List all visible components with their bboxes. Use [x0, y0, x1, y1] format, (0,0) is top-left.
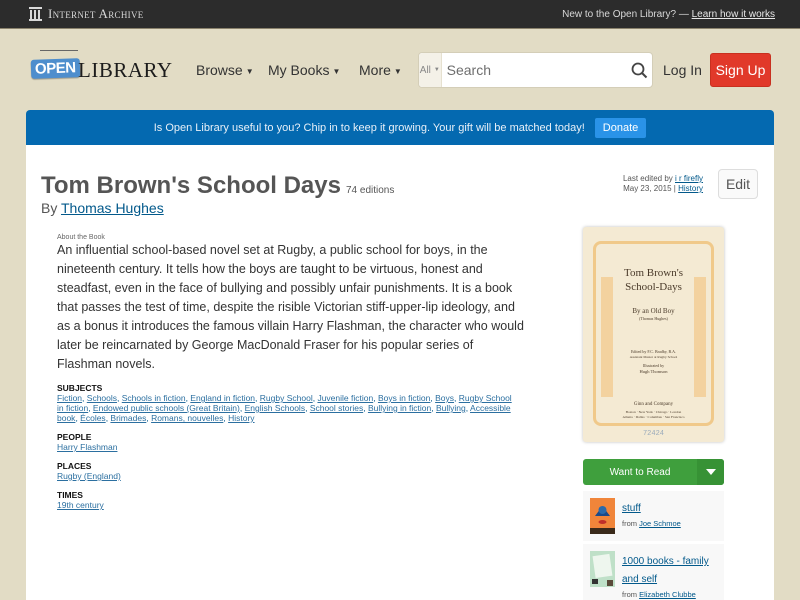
facet-people [57, 432, 517, 452]
facet-times [57, 490, 517, 510]
list-title-link[interactable]: 1000 books - family and self [622, 556, 709, 585]
cover-byline: By an Old Boy [632, 307, 675, 315]
from-label: from [622, 519, 637, 528]
times-heading: TIMES [57, 490, 83, 500]
author-link[interactable]: Thomas Hughes [60, 200, 164, 216]
cover-title-1: Tom Brown's [624, 267, 683, 279]
cover-cities-1: Boston · New York · Chicago · London [625, 410, 682, 414]
search-bar [418, 52, 653, 88]
logo-library-text: LIBRARY [78, 58, 173, 82]
cover-byline-sub: (Thomas Hughes) [639, 316, 668, 321]
book-description: An influential school-based novel set at Rugby, a public school for boys, in the nineteenth century. It tells how the boys are taught to be virtuous, honest and steadfast, even in the face of bullying and possibly unfair punishments. It is a book that passes the test of time, despite the risible Victorian stiff-upper-lip ideology, and as a bonus it introduces the famous villain Harry Flashman, the character who would later be reincarnated by George MacDonald Fraser for his popular series of Flashman novels. [57, 243, 524, 371]
subjects-heading: SUBJECTS [57, 383, 103, 393]
subject-link[interactable]: Rugby School in fiction [57, 393, 512, 413]
nav-my-books[interactable] [268, 62, 340, 78]
book-title: Tom Brown's School Days [41, 172, 341, 199]
open-library-logo[interactable] [30, 50, 173, 82]
facets [57, 383, 517, 519]
subject-link[interactable]: English Schools [244, 403, 306, 413]
time-link[interactable]: 19th century [57, 500, 104, 510]
nav-my-books-label: My Books [268, 62, 330, 78]
nav-browse-label: Browse [196, 62, 243, 78]
internet-archive-bar [0, 0, 800, 29]
subject-link[interactable]: Juvenile fiction [317, 393, 374, 403]
by-label: By [41, 200, 58, 216]
list-item [583, 491, 724, 541]
list-owner-link[interactable]: Joe Schmoe [639, 519, 681, 528]
subject-link[interactable]: Boys [435, 393, 455, 403]
cover-publisher: Ginn and Company [633, 402, 674, 407]
last-edited-label: Last edited by [622, 174, 673, 183]
subject-link[interactable]: Endowed public schools (Great Britain) [92, 403, 240, 413]
byline [41, 200, 394, 216]
search-icon [631, 62, 648, 79]
tagline-text: New to the Open Library? — [562, 9, 692, 20]
archive-building-icon [29, 7, 42, 21]
donate-button[interactable]: Donate [595, 118, 646, 138]
cover-title-2: School-Days [625, 281, 682, 293]
subject-link[interactable]: Bullying in fiction [367, 403, 432, 413]
subject-link[interactable]: Rugby School [259, 393, 313, 403]
person-link[interactable]: Harry Flashman [57, 442, 118, 452]
search-button[interactable] [628, 53, 652, 87]
list-owner [622, 590, 717, 599]
edition-count[interactable]: 74 editions [345, 185, 395, 196]
cover-column-right [694, 277, 706, 397]
place-link[interactable]: Rugby (England) [57, 471, 121, 481]
donate-message: Is Open Library useful to you? Chip in to keep it growing. Your gift will be matched today! [153, 121, 585, 134]
places-heading: PLACES [57, 461, 92, 471]
people-heading: PEOPLE [57, 432, 92, 442]
edit-button[interactable]: Edit [718, 169, 758, 199]
ia-tagline [562, 9, 775, 20]
facet-subjects [57, 383, 517, 423]
book-panel [26, 145, 774, 600]
caret-down-icon: ▼ [332, 66, 341, 76]
search-input[interactable] [442, 53, 628, 87]
subject-link[interactable]: Boys in fiction [377, 393, 431, 403]
subject-link[interactable]: Schools [86, 393, 118, 403]
subject-link[interactable]: School stories [309, 403, 364, 413]
learn-how-link[interactable]: Learn how it works [691, 9, 775, 20]
list-owner [622, 519, 681, 528]
separator: | [673, 184, 676, 193]
list-owner-link[interactable]: Elizabeth Clubbe [639, 590, 696, 599]
about-label: About the Book [57, 234, 105, 241]
internet-archive-text: Internet Archive [48, 6, 144, 21]
cover-stamp: 72424 [642, 430, 664, 438]
nav-more-label: More [359, 62, 391, 78]
cover-illustrated: Illustrated by [642, 363, 665, 368]
from-label: from [622, 590, 637, 599]
subject-link[interactable]: Schools in fiction [121, 393, 186, 403]
facet-places [57, 461, 517, 481]
want-to-read-main[interactable]: Want to Read [609, 466, 671, 478]
internet-archive-logo[interactable] [29, 6, 144, 22]
editor-link[interactable]: i r firefly [675, 174, 703, 183]
login-link[interactable]: Log In [663, 62, 702, 78]
subjects-list: Fiction, Schools, Schools in fiction, England in fiction, Rugby School, Juvenile fiction, Boys in fiction, Boys, Rugby School in fiction, Endowed public schools (Great Britain), English Schools, School stories, Bullying in fiction, Bullying, Accessible book, Écoles, Brimades, Romans, nouvelles, History [57, 393, 512, 423]
subject-link[interactable]: History [228, 413, 255, 423]
last-edited-date: May 23, 2015 [623, 184, 672, 193]
list-thumbnail[interactable] [590, 498, 615, 534]
book-cover[interactable] [583, 227, 724, 442]
want-to-read-button [583, 459, 724, 485]
list-thumbnail[interactable] [590, 551, 615, 587]
nav-browse[interactable] [196, 62, 254, 78]
signup-button[interactable]: Sign Up [710, 53, 771, 87]
subject-link[interactable]: Écoles [80, 413, 106, 423]
title-block [41, 172, 394, 216]
cover-edited-sub: Assistant Master at Rugby School [629, 355, 678, 359]
donate-banner [26, 110, 774, 145]
caret-down-icon [706, 469, 716, 475]
cover-cities-2: Atlanta · Dallas · Columbus · San Francisco [622, 415, 685, 419]
want-to-read-dropdown[interactable] [697, 459, 724, 485]
list-title-link[interactable]: stuff [622, 503, 641, 514]
history-link[interactable]: History [678, 184, 703, 193]
subject-link[interactable]: Fiction [57, 393, 83, 403]
subject-link[interactable]: Bullying [435, 403, 466, 413]
list-item [583, 544, 724, 600]
search-scope-label: All [419, 64, 431, 76]
subject-link[interactable]: England in fiction [190, 393, 256, 403]
cover-edited: Edited by F.C. Bradby, B.A. [630, 349, 677, 354]
caret-down-icon: ▼ [393, 66, 402, 76]
subject-link[interactable]: Brimades [110, 413, 147, 423]
cover-illustrator: Hugh Thomson [639, 369, 668, 374]
subject-link[interactable]: Romans, nouvelles [151, 413, 224, 423]
logo-open-badge: OPEN [31, 58, 80, 79]
caret-down-icon: ▼ [433, 67, 440, 73]
nav-more[interactable] [359, 62, 402, 78]
subject-link[interactable]: Accessible book [57, 403, 511, 423]
caret-down-icon: ▼ [245, 66, 254, 76]
search-scope-select[interactable] [419, 53, 442, 87]
edit-info [623, 174, 703, 194]
cover-column-left [601, 277, 613, 397]
